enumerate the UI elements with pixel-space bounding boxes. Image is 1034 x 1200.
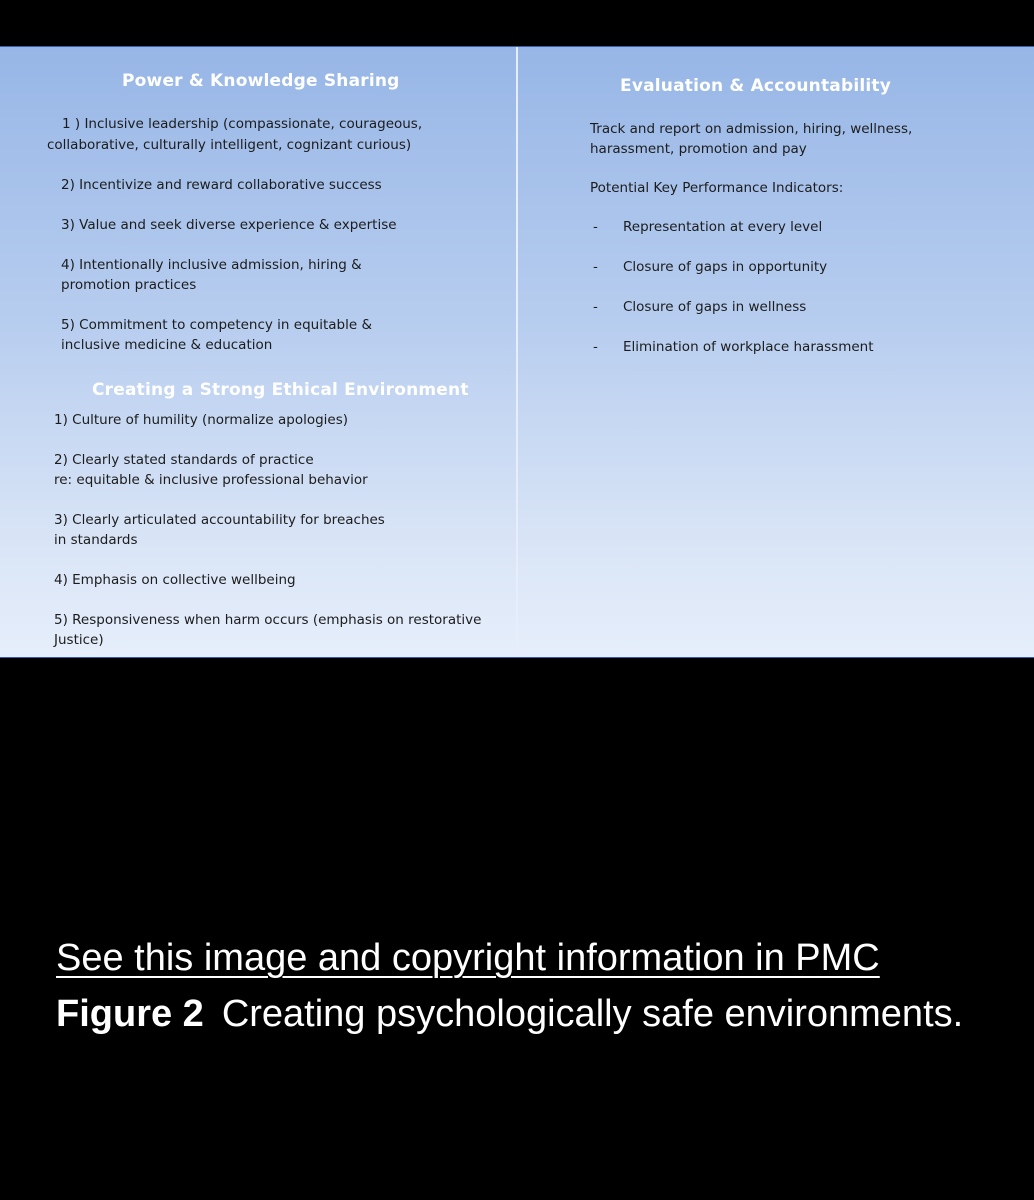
kpi-bullet-1-marker: - [593,219,598,235]
ethics-item-4: 4) Emphasis on collective wellbeing [54,572,296,588]
kpi-bullet-2: Closure of gaps in opportunity [623,259,828,275]
ethics-item-3b: in standards [54,532,138,548]
kpi-bullet-1: Representation at every level [623,219,823,235]
ethics-item-5a: 5) Responsiveness when harm occurs (emphasis on restorative [54,612,482,628]
figure-label: Figure 2 [56,993,204,1035]
ethics-item-5b: Justice) [54,632,104,648]
kpi-bullet-2-marker: - [593,259,598,275]
figure-title: Creating psychologically safe environments. [221,993,964,1035]
heading-power-knowledge: Power & Knowledge Sharing [122,71,400,91]
left-item-1b: collaborative, culturally intelligent, cognizant curious) [47,137,412,153]
ethics-item-2b: re: equitable & inclusive professional behavior [54,472,368,488]
left-item-4b: promotion practices [61,277,197,293]
left-column [0,47,516,657]
kpi-bullet-3-marker: - [593,299,598,315]
kpi-label: Potential Key Performance Indicators: [590,180,844,196]
figure-caption [56,932,996,1040]
kpi-bullet-4: Elimination of workplace harassment [623,339,874,355]
kpi-bullet-4-marker: - [593,339,598,355]
heading-evaluation-accountability: Evaluation & Accountability [620,76,892,96]
left-item-4a: 4) Intentionally inclusive admission, hiring & [61,257,362,273]
right-column [518,47,1034,657]
figure-image [0,46,1034,658]
tracking-text-line2: harassment, promotion and pay [590,141,807,157]
left-item-3: 3) Value and seek diverse experience & expertise [61,217,397,233]
copyright-link[interactable]: See this image and copyright information in PMC [56,937,880,979]
heading-ethical-environment: Creating a Strong Ethical Environment [92,380,469,400]
left-item-5b: inclusive medicine & education [61,337,273,353]
left-item-1a: 1 ) Inclusive leadership (compassionate, courageous, [62,116,423,132]
left-item-2: 2) Incentivize and reward collaborative success [61,177,382,193]
figure-title-line [56,988,996,1040]
ethics-item-3a: 3) Clearly articulated accountability for breaches [54,512,385,528]
kpi-bullet-3: Closure of gaps in wellness [623,299,807,315]
ethics-item-2a: 2) Clearly stated standards of practice [54,452,314,468]
left-item-5a: 5) Commitment to competency in equitable & [61,317,372,333]
tracking-text-line1: Track and report on admission, hiring, wellness, [590,121,913,137]
ethics-item-1: 1) Culture of humility (normalize apologies) [54,412,349,428]
